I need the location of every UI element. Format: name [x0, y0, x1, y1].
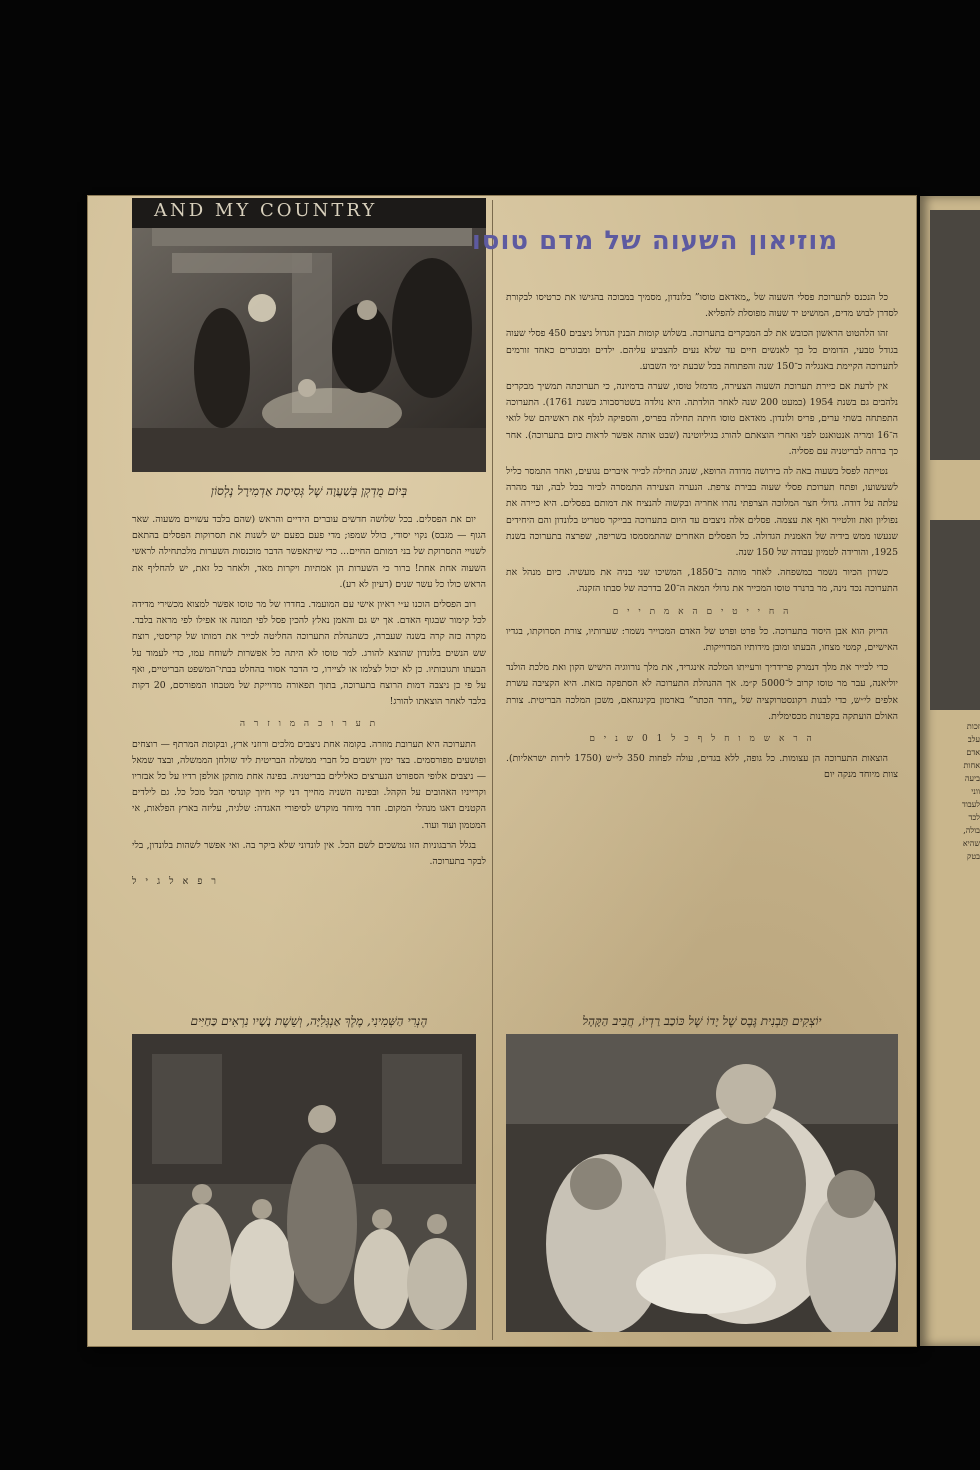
fragment: זכות: [966, 722, 980, 731]
right-column: [506, 290, 898, 1010]
fragment: עלב: [967, 735, 980, 744]
paragraph: יום את הפסלים. בכל שלושה חדשים עוברים הידיים והראש (שהם בלבד עשויים משעוה. שאר הגוף — מגבס) נקוי יסודי, כולל שמפו; מדי פעם בפעם יש לשנות את תסרוקות הפסלים בהתאם לשנויי התסרוקת של בני דמותם החיים... כדי שיתאפשר הדבר מוכנסות השערות מלכתחילה לראשי השעוה אחת אחת! ברור כי השערות הן אמתיות ויקרות מאד, ולאחר כל זאת, יש להחליף את הראש כולו כל עשר שנים (רעיון לא רע).: [132, 514, 486, 590]
paragraph: כל הנכנס לתערוכת פסלי השעוה של „מאדאם טוסו” בלונדון, מסמיך במבוכה בהגישו את כרטיסו לבקורת לסדרן לבוש מדים, המושיט יד שעוה מפוסלת להפליא.: [506, 292, 898, 320]
plaster-cast-photo: [506, 1034, 898, 1332]
paragraph: אין לדעת אם כיירת תערוכת השעוה הצעירה, מדמזל טוסו, שערה בדמיונה, כי תערוכתה תמשיך מבקרים נלהבים גם בשנת 1954 (כמעט 200 שנה לאחר הולדתה. היא נולדה בשטרסבורג בשנת 1761). התערוכה התפתחה בשתי ערים, פריס ולונדון. מאדאם טוסו חיתה תחילה בפריס, והספיקה לגלף את ראשיהם של לואי ה־16 ומריה אנטואנט לפני ואחרי הוצאתם להורג בגיליוטינה (שבט אותה אפשר לראות כיום בתערוכה). אחר כך ברחה לבריטניה עם פסליה.: [506, 381, 898, 457]
section-heading: ת ע ר ו כ ה מ ו ז ר ה: [239, 719, 379, 730]
fragment: ווני: [971, 787, 980, 796]
paragraph: הדיוק הוא אבן היסוד בתערוכה. כל פרט ופרט של האדם המכוייר נשמר: שערותיו, צורת תסרוקתו, בגדיו האישיים, קמטי מצחו, הבעתו ומובן מידותיו המדוייקות.: [506, 625, 898, 654]
photo-banner-text: AND MY COUNTRY: [154, 200, 378, 221]
column-divider: [492, 200, 493, 1340]
plaster-caption: יוֹצְקִים תַּבְנִית גֶּבֶס שֶׁל יָדוֹ שֶׁל כּוֹכַב רַדְיוֹ, חֲבִיב הַקָּהָל: [582, 1014, 822, 1028]
section-heading: ה ח י י ט י ם ה א מ ת י י ם: [612, 606, 792, 617]
paragraph: בגלל הרבגוניות הזו נמשכים לשם הכל. אין לונדוני שלא ביקר בה. ואי אפשר לשהות בלונדון, בלי לבקר בתערוכה.: [132, 839, 486, 868]
fragment: לעבוד: [961, 800, 980, 809]
fragment: שהיא: [962, 839, 980, 848]
fragment: לכד: [968, 813, 980, 822]
article-headline: מוזיאון השעוה של מדם טוסו: [471, 226, 839, 256]
section-heading: ה ר א ש מ ו ח ל ף כ ל 1 0 ש נ י ם: [589, 734, 815, 745]
paragraph: רוב הפסלים הוכנו ע״י ראיון אישי עם המועמד. בחדרו של מר טוסו אפשר למצוא מכשירי מדידה לכל קימור שבגוף האדם. אך יש גם והאמן נאלץ להכין פסל לפי תמונה או אפילו לפי מראה בלבד. מקרה כזה קרה בשנה שעברה, כשהנהלת התערוכה החליטה לכייר את דמותו של קריסטי, רוצח שש הנשים בלונדון שהוצא להורג. למר טוסו לא היתה כל אפשרות לשוחח עמו, כדי לעמוד על הבעתו ותגובותיו. כן לא יכול לצלמו או לציירו, כי הדבר אסור בהחלט בבתי־המשפט הבריטיים, ואף על פי כן ניצבה דמות הרוצח בתערוכה, בתוך תפאורה מדוייקת של מטבחו המפורסם, 20 דקות בלבד לאחר הוצאתו להורג!: [132, 599, 486, 708]
paragraph: כשרון הכיור נשמר במשפחה. לאחר מותה ב־1850, המשיכו שני בניה את מעשיה. כיום מנהל את התערוכה נכד נינה, מר ברנרד טוסו המכייר את גדולי המאה ה־20 בדרכה של סבתו הזקנה.: [506, 567, 898, 595]
paragraph: הוצאות התערוכה הן עצומות. כל גופה, ללא בגדים, עולה לפחות 350 לי״ש (1750 לירות ישראליות). צוות מיוחד מנקה יום: [506, 753, 898, 781]
paragraph: נטייתה לפסל בשעוה באה לה בירושה מדודה הרופא, שנהג תחילה לכייר איברים נגועים, ואחר התמסר כליל לשעשועו, ופתח תערוכת פסלי שעוה בבירת צרפת. הנערה הצעירה התמסרה לכיור בכל לבה, ועד מהרה עלתה על דודה. גדולי חצר המלוכה הצרפתי נהרו אחריה ובקשוה להנציח את דמותם בפסלים. היא כיירה את נפוליון ואת וולטייר ואף את עצמה. פסלים אלה ניצבים עד היום בתערוכה בבייקר סטריט בלונדון והם היחידים שנעשו ממש בידיה של האמנית הגדולה. כל הפסלים האחרים שהתמסמסו בשריפה, שפרצה בתערוכה בשנת 1925, והורידה לטמיון עבודה של 150 שנה.: [506, 466, 898, 559]
paragraph: זהו הלהטוט הראשון הכובש את לב המבקרים בתערוכה. בשלוש קומות הבנין הגדול ניצבים 450 פסלי שעוה בגודל טבעי, הדומים כל כך לאנשים חיים עד שלא נעים להצביע עליהם. ילדים ומבוגרים כאחד זורמים לתערוכה הקיימת באנגליה כ־150 שנה והפתוחה בכל שבעת ימי השבוע.: [506, 328, 898, 372]
fragment: אחות: [963, 761, 980, 770]
author-byline: ר פ א ל ג י ל: [132, 876, 219, 888]
fragment: בטק: [967, 852, 980, 861]
paragraph: כדי לכייר את מלך דנמרק פרידריך ורעייתו המלכה אינגריד, את מלך נורווגיה הישיש הקון ואת מלכת הולנד יוליאנה, עבר מר טוסו קרוב ל־5000 ק״מ. אך ההנהלת התערוכה לא הסתפקה בזאת. היא הקציבה עשרת אלפים לי״ש, כדי לבנות רקונסטרוקציה של „חדר הכתר” בארמון בקינגהאם, משכן המלכה הבריטית. צורת האולם הועתקה בקפדנות מכסימלית.: [506, 662, 898, 722]
fragment: בולה,: [963, 826, 980, 835]
fragment: ביעה: [964, 774, 980, 783]
next-page-text: [930, 720, 980, 920]
left-column: [132, 512, 486, 1012]
next-page-photo: [930, 520, 980, 710]
paragraph: התערוכה היא תערובת מוזרה. בקומה אחת ניצבים מלכים ורוזני ארץ, ובקומת המרתף — רוצחים ופושעים מפורסמים. בצד ימין יושבים כל חברי ממשלה הבריטית ליד שולחן הממשלה, ובצד שמאל — ניצבים אלופי הספורט הנערצים כאלילים בבריטניה. בפינה אחת מותקן אולפן רדיו על כל אבזריו וקרייניו האהובים על הקהל. ובפינה השניה מחייך דני קיי חיוך קונדסי הבל מכל כל. גם לילדים הקטנים דאגו מנהלי המקום. חדר מיוחד מוקדש לסיפורי האגדה: שלגיה, עליזה בארץ הפלאות, אי המטמון ועוד ועוד.: [132, 738, 486, 831]
henry-caption: הֶנְרִי הַשְּׁמִינִי, מֶלֶךְ אַנְגְּלִיָּה, וְשֵׁשֶׁת נָשָׁיו נִרְאִים כַּחַיִּים: [190, 1014, 428, 1028]
fragment: אדם: [966, 748, 980, 757]
next-page-photo: [930, 210, 980, 460]
nelson-caption: בְּיוֹם מֻדְקְן בְּשַׁעֲוָה שֶׁל גְּסִיסַת אַדְמִירָל נֶלְסוֹן: [210, 484, 408, 498]
henry-viii-photo: [132, 1034, 476, 1330]
